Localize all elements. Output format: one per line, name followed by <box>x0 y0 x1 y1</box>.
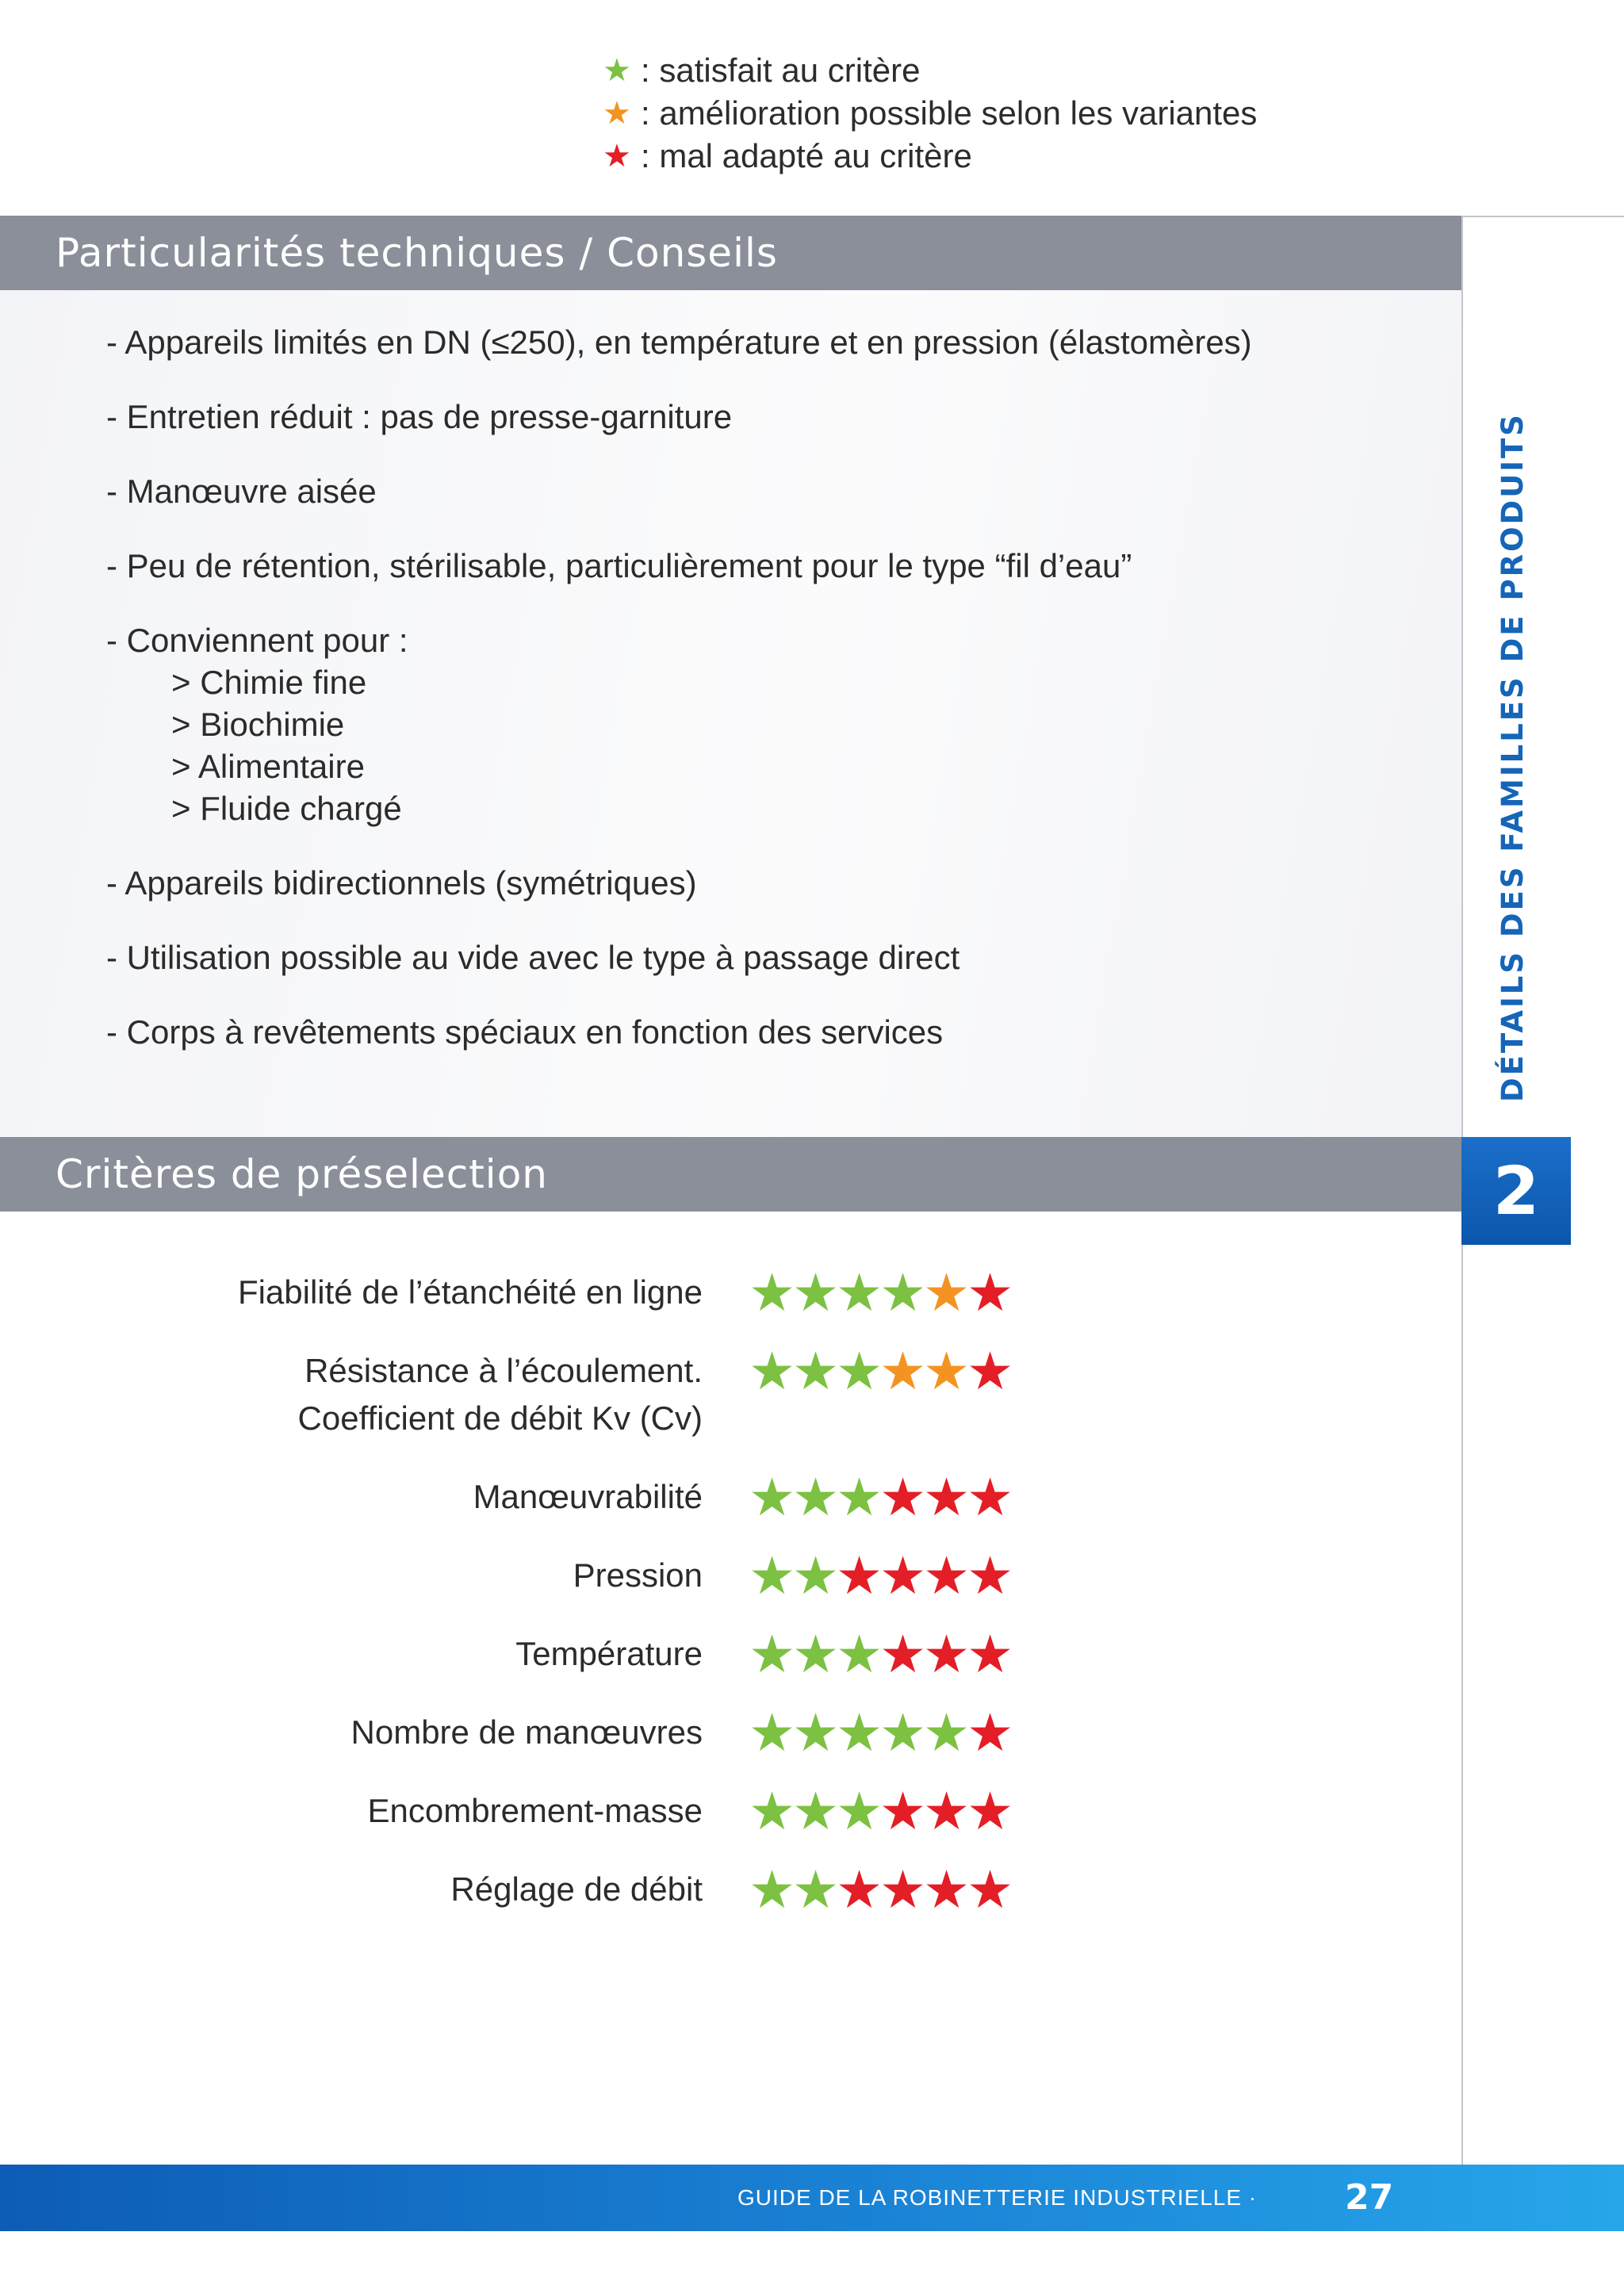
criteria-row <box>0 1625 1461 1683</box>
red-star-icon: ★ <box>923 1860 971 1919</box>
green-star-icon: ★ <box>792 1703 840 1762</box>
green-star-icon: ★ <box>792 1263 840 1322</box>
green-star-icon: ★ <box>749 1703 796 1762</box>
green-star-icon: ★ <box>749 1860 796 1919</box>
star-rating <box>749 1860 1014 1919</box>
criteria-label: Encombrement-masse <box>367 1792 703 1829</box>
criteria-list <box>0 1263 1461 1944</box>
page-number: 27 <box>1345 2177 1394 2218</box>
list-item: - Appareils bidirectionnels (symétriques) <box>106 864 697 902</box>
list-item: - Utilisation possible au vide avec le type à passage direct <box>106 939 960 976</box>
sub-item: > Chimie fine <box>171 664 367 701</box>
green-star-icon: ★ <box>792 1546 840 1605</box>
green-star-icon: ★ <box>836 1263 883 1322</box>
criteria-label-line: Coefficient de débit Kv (Cv) <box>297 1399 703 1437</box>
green-star-icon: ★ <box>879 1263 927 1322</box>
criteria-label: Température <box>515 1635 703 1672</box>
red-star-icon: ★ <box>967 1342 1014 1400</box>
red-star-icon: ★ <box>967 1546 1014 1605</box>
red-star-icon: ★ <box>836 1546 883 1605</box>
list-item: - Peu de rétention, stérilisable, particulièrement pour le type “fil d’eau” <box>106 547 1132 584</box>
green-star-icon: ★ <box>749 1342 796 1400</box>
criteria-label: Réglage de débit <box>450 1870 703 1908</box>
chapter-side-title: DÉTAILS DES FAMILLES DE PRODUITS <box>1496 412 1530 1102</box>
orange-star-icon: ★ <box>923 1263 971 1322</box>
red-star-icon: ★ <box>879 1468 927 1526</box>
red-star-icon: ★ <box>603 139 631 174</box>
red-star-icon: ★ <box>879 1546 927 1605</box>
criteria-section-header: Critères de préselection <box>0 1137 1461 1212</box>
star-rating <box>749 1342 1014 1400</box>
red-star-icon: ★ <box>923 1625 971 1683</box>
criteria-row <box>0 1263 1461 1322</box>
green-star-icon: ★ <box>836 1468 883 1526</box>
red-star-icon: ★ <box>879 1860 927 1919</box>
red-star-icon: ★ <box>967 1263 1014 1322</box>
sub-item: > Alimentaire <box>171 748 365 785</box>
red-star-icon: ★ <box>923 1468 971 1526</box>
green-star-icon: ★ <box>749 1782 796 1840</box>
green-star-icon: ★ <box>836 1625 883 1683</box>
list-item: - Appareils limités en DN (≤250), en température et en pression (élastomères) <box>106 323 1252 361</box>
criteria-row <box>0 1342 1461 1442</box>
green-star-icon: ★ <box>792 1860 840 1919</box>
criteria-label: Pression <box>573 1556 703 1594</box>
list-item-with-sublist <box>106 619 1438 829</box>
top-divider <box>1461 216 1624 217</box>
star-rating <box>749 1625 1014 1683</box>
tech-list <box>106 321 1438 1085</box>
green-star-icon: ★ <box>836 1782 883 1840</box>
green-star-icon: ★ <box>836 1342 883 1400</box>
list-item: - Entretien réduit : pas de presse-garniture <box>106 398 733 435</box>
star-rating <box>749 1782 1014 1840</box>
legend-row-red <box>603 135 1257 178</box>
orange-star-icon: ★ <box>879 1342 927 1400</box>
footer-title: GUIDE DE LA ROBINETTERIE INDUSTRIELLE · <box>737 2185 1258 2210</box>
red-star-icon: ★ <box>967 1860 1014 1919</box>
green-star-icon: ★ <box>749 1263 796 1322</box>
red-star-icon: ★ <box>967 1703 1014 1762</box>
star-rating <box>749 1546 1014 1605</box>
green-star-icon: ★ <box>749 1546 796 1605</box>
green-star-icon: ★ <box>749 1625 796 1683</box>
star-rating <box>749 1468 1014 1526</box>
criteria-row <box>0 1703 1461 1762</box>
red-star-icon: ★ <box>967 1782 1014 1840</box>
green-star-icon: ★ <box>603 53 631 88</box>
criteria-label: Manœuvrabilité <box>473 1478 703 1515</box>
page-footer <box>0 2165 1624 2231</box>
orange-star-icon: ★ <box>603 96 631 131</box>
criteria-label: Nombre de manœuvres <box>350 1713 703 1751</box>
red-star-icon: ★ <box>967 1625 1014 1683</box>
star-rating <box>749 1263 1014 1322</box>
green-star-icon: ★ <box>923 1703 971 1762</box>
red-star-icon: ★ <box>879 1625 927 1683</box>
green-star-icon: ★ <box>879 1703 927 1762</box>
orange-star-icon: ★ <box>923 1342 971 1400</box>
green-star-icon: ★ <box>792 1468 840 1526</box>
sub-item: > Fluide chargé <box>171 790 402 827</box>
tech-section-header: Particularités techniques / Conseils <box>0 216 1461 290</box>
green-star-icon: ★ <box>792 1342 840 1400</box>
list-item-label: - Conviennent pour : <box>106 622 408 659</box>
criteria-row <box>0 1860 1461 1919</box>
legend-text: : mal adapté au critère <box>641 137 972 174</box>
legend-text: : satisfait au critère <box>641 52 921 89</box>
legend-row-orange <box>603 92 1257 135</box>
red-star-icon: ★ <box>836 1860 883 1919</box>
red-star-icon: ★ <box>967 1468 1014 1526</box>
star-rating <box>749 1703 1014 1762</box>
legend-row-green <box>603 49 1257 92</box>
chapter-number-badge: 2 <box>1461 1137 1571 1245</box>
red-star-icon: ★ <box>923 1546 971 1605</box>
criteria-row <box>0 1546 1461 1605</box>
star-legend <box>603 49 1257 178</box>
criteria-row <box>0 1468 1461 1526</box>
green-star-icon: ★ <box>836 1703 883 1762</box>
list-item: - Manœuvre aisée <box>106 473 377 510</box>
red-star-icon: ★ <box>923 1782 971 1840</box>
criteria-label: Fiabilité de l’étanchéité en ligne <box>237 1273 703 1311</box>
green-star-icon: ★ <box>749 1468 796 1526</box>
criteria-label <box>0 1347 703 1442</box>
criteria-label-line: Résistance à l’écoulement. <box>304 1352 703 1389</box>
green-star-icon: ★ <box>792 1782 840 1840</box>
sub-item: > Biochimie <box>171 706 345 743</box>
list-item: - Corps à revêtements spéciaux en fonction des services <box>106 1013 944 1051</box>
criteria-row <box>0 1782 1461 1840</box>
legend-text: : amélioration possible selon les variantes <box>641 94 1258 132</box>
red-star-icon: ★ <box>879 1782 927 1840</box>
green-star-icon: ★ <box>792 1625 840 1683</box>
